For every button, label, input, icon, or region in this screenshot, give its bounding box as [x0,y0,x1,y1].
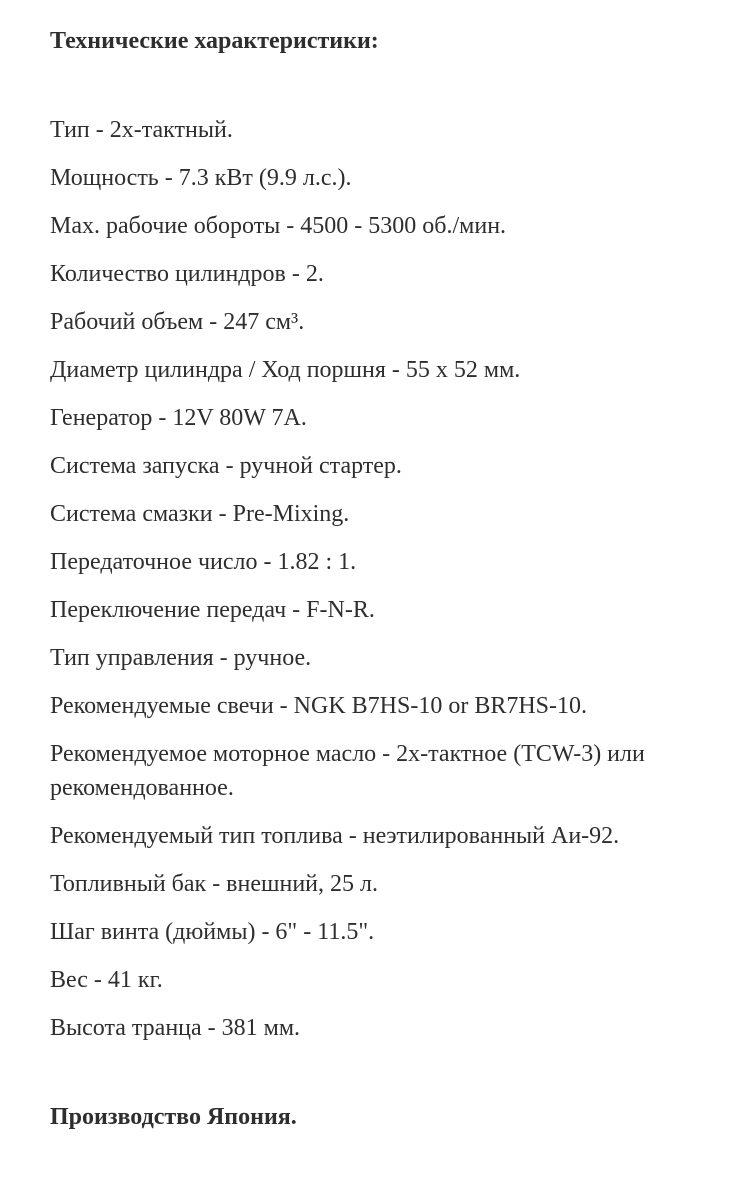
spec-fuel-type: Рекомендуемый тип топлива - неэтилированный Аи-92. [50,823,620,849]
spec-control-type: Тип управления - ручное. [50,645,312,671]
spec-cylinders: Количество цилиндров - 2. [50,261,324,287]
spec-propeller-pitch: Шаг винта (дюймы) - 6" - 11.5". [50,919,375,945]
spec-bore-stroke: Диаметр цилиндра / Ход поршня - 55 x 52 мм. [50,357,521,383]
spec-weight: Вес - 41 кг. [50,967,163,993]
spec-displacement: Рабочий объем - 247 см³. [50,309,305,335]
spec-power: Мощность - 7.3 кВт (9.9 л.с.). [50,165,352,191]
spec-list [50,113,740,1059]
spec-spark-plugs: Рекомендуемые свечи - NGK B7HS-10 or BR7HS-10. [50,693,588,719]
spec-transom-height: Высота транца - 381 мм. [50,1015,301,1041]
spec-gear-shift: Переключение передач - F-N-R. [50,597,375,623]
manufacture-country: Производство Япония. [50,1104,297,1130]
spec-type: Тип - 2х-тактный. [50,117,233,143]
spec-max-rpm: Max. рабочие обороты - 4500 - 5300 об./мин. [50,213,507,239]
spec-generator: Генератор - 12V 80W 7A. [50,405,307,431]
spec-starting-system: Система запуска - ручной стартер. [50,453,402,479]
spec-heading: Технические характеристики: [50,28,379,54]
spec-gear-ratio: Передаточное число - 1.82 : 1. [50,549,357,575]
spec-lubrication: Система смазки - Pre-Mixing. [50,501,350,527]
spec-fuel-tank: Топливный бак - внешний, 25 л. [50,871,378,897]
spec-engine-oil: Рекомендуемое моторное масло - 2х-тактное (TCW-3) или рекомендованное. [50,741,645,801]
